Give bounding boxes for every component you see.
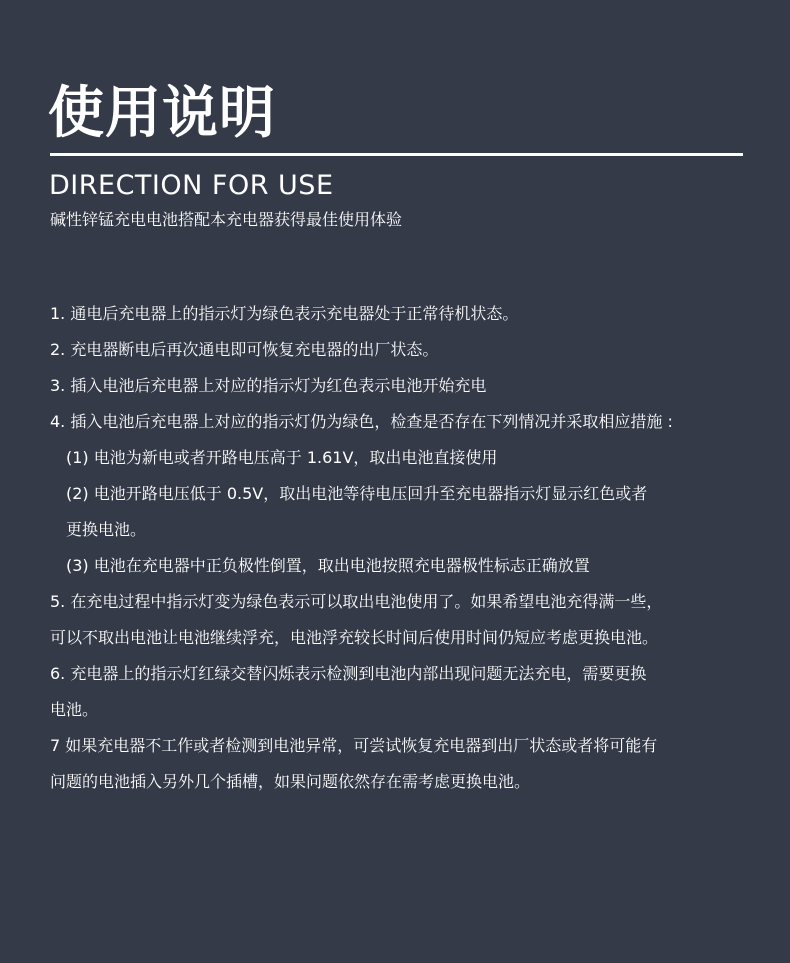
english-subtitle: DIRECTION FOR USE xyxy=(49,170,334,201)
tagline: 碱性锌锰充电电池搭配本充电器获得最佳使用体验 xyxy=(50,210,403,229)
instruction-line-continuation: 可以不取出电池让电池继续浮充，电池浮充较长时间后使用时间仍短应考虑更换电池。 xyxy=(50,628,659,647)
title-divider xyxy=(50,153,743,156)
instruction-line: 2. 充电器断电后再次通电即可恢复充电器的出厂状态。 xyxy=(50,340,439,359)
page-title: 使用说明 xyxy=(48,81,276,146)
instruction-subitem: (2) 电池开路电压低于 0.5V，取出电池等待电压回升至充电器指示灯显示红色或者 xyxy=(66,484,648,503)
instruction-line: 4. 插入电池后充电器上对应的指示灯仍为绿色，检查是否存在下列情况并采取相应措施 : xyxy=(50,412,673,431)
instruction-list xyxy=(50,296,760,800)
instruction-line: 3. 插入电池后充电器上对应的指示灯为红色表示电池开始充电 xyxy=(50,376,487,395)
instruction-subitem: (1) 电池为新电或者开路电压高于 1.61V，取出电池直接使用 xyxy=(66,448,498,467)
instruction-line: 5. 在充电过程中指示灯变为绿色表示可以取出电池使用了。如果希望电池充得满一些， xyxy=(50,592,663,611)
instruction-subitem-continuation: 更换电池。 xyxy=(66,520,147,539)
instruction-line: 6. 充电器上的指示灯红绿交替闪烁表示检测到电池内部出现问题无法充电，需要更换 xyxy=(50,664,647,683)
instruction-line-continuation: 电池。 xyxy=(50,700,99,719)
instruction-subitem: (3) 电池在充电器中正负极性倒置，取出电池按照充电器极性标志正确放置 xyxy=(66,556,590,575)
instruction-line: 1. 通电后充电器上的指示灯为绿色表示充电器处于正常待机状态。 xyxy=(50,304,519,323)
instruction-line-continuation: 问题的电池插入另外几个插槽，如果问题依然存在需考虑更换电池。 xyxy=(50,772,531,791)
instruction-line: 7 如果充电器不工作或者检测到电池异常，可尝试恢复充电器到出厂状态或者将可能有 xyxy=(50,736,658,755)
